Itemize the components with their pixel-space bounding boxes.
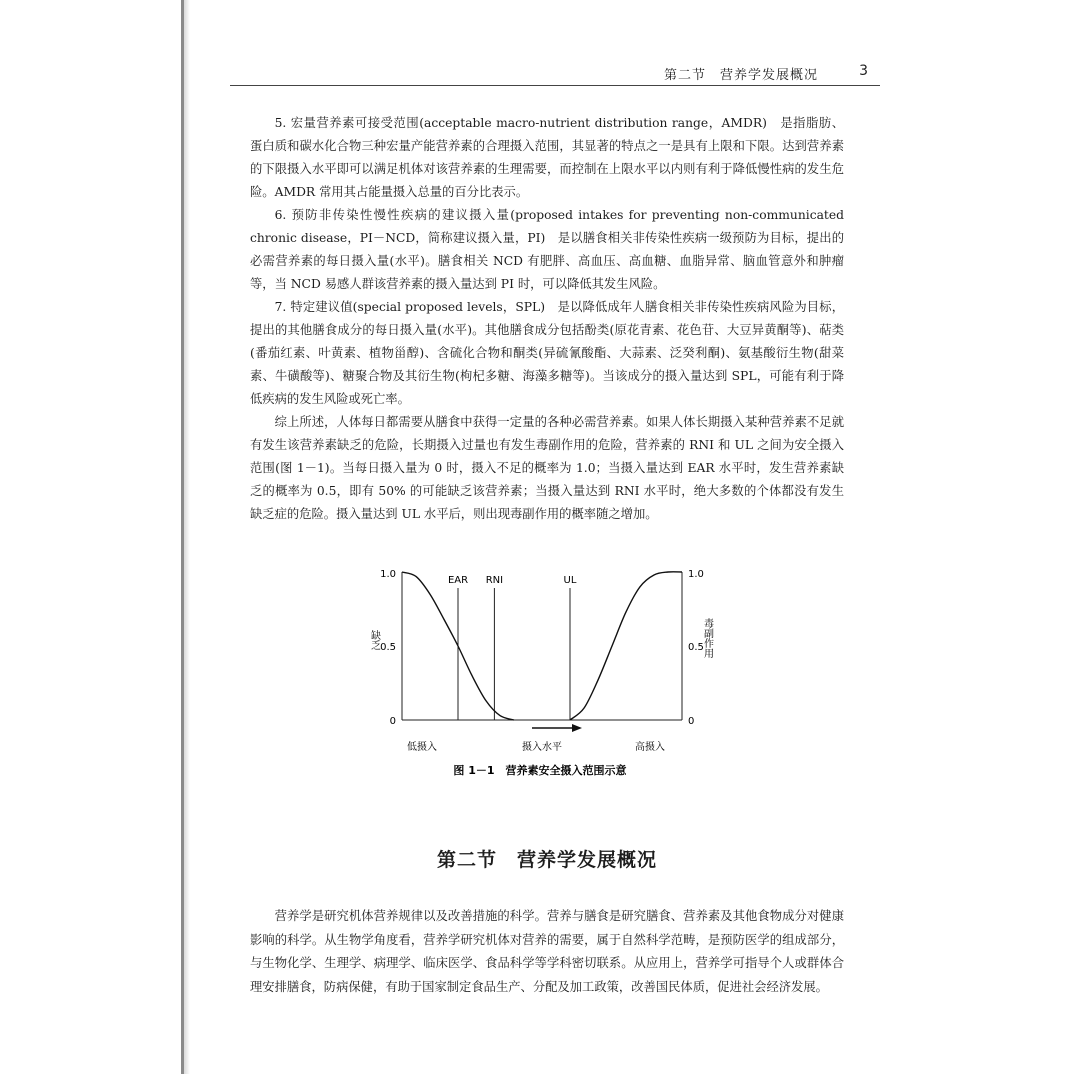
- paragraph-amdr: 5. 宏量营养素可接受范围(acceptable macro-nutrient distribution range，AMDR) 是指脂肪、蛋白质和碳水化合物三种宏量产能营养素的合理摄入范围，其显著的特点之一是具有上限和下限。达到营养素的下限摄入水平即可以满足机体对该营养素的生理需要，而控制在上限水平以内则有利于降低慢性病的发生危险。AMDR 常用其占能量摄入总量的百分比表示。: [250, 116, 844, 199]
- right-tick-0: 0: [688, 716, 695, 727]
- section-text: [250, 905, 844, 999]
- page-gutter-shadow: [184, 0, 190, 1074]
- figure-caption: 图 1－1 营养素安全摄入范围示意: [453, 764, 627, 777]
- paragraph-summary: 综上所述，人体每日都需要从膳食中获得一定量的各种必需营养素。如果人体长期摄入某种营养素不足就有发生该营养素缺乏的危险，长期摄入过量也有发生毒副作用的危险，营养素的 RNI 和 UL 之间为安全摄入范围(图 1－1)。当每日摄入量为 0 时，摄入不足的概率为 1.0；当摄入量达到 EAR 水平时，发生营养素缺乏的概率为 0.5，即有 50% 的可能缺乏该营养素；当摄入量达到 RNI 水平时，绝大多数的个体都没有发生缺乏症的危险。摄入量达到 UL 水平后，则出现毒副作用的概率随之增加。: [250, 415, 844, 521]
- body-text: [250, 112, 844, 526]
- header-title: 第二节 营养学发展概况: [663, 68, 818, 83]
- left-tick-0-5: 0.5: [380, 642, 396, 653]
- figure-safe-intake-range: [360, 560, 720, 820]
- section-paragraph: 营养学是研究机体营养规律以及改善措施的科学。营养与膳食是研究膳食、营养素及其他食物成分对健康影响的科学。从生物学角度看，营养学研究机体对营养的需要，属于自然科学范畴，是预防医学的组成部分，与生物化学、生理学、病理学、临床医学、食品科学等学科密切联系。从应用上，营养学可指导个人或群体合理安排膳食，防病保健，有助于国家制定食品生产、分配及加工政策，改善国民体质，促进社会经济发展。: [250, 909, 844, 994]
- left-tick-1: 1.0: [380, 569, 396, 580]
- right-axis-label: 毒副作用: [701, 618, 713, 658]
- reference-lines: [448, 575, 577, 720]
- chart-svg: [360, 560, 720, 820]
- running-header: [230, 62, 880, 86]
- right-tick-0-5: 0.5: [688, 642, 704, 653]
- left-tick-0: 0: [389, 716, 396, 727]
- left-axis-label: 缺乏: [368, 630, 380, 650]
- x-direction-arrow-head: [572, 724, 582, 732]
- toxicity-curve: [570, 572, 682, 720]
- ref-label-ear: EAR: [447, 575, 469, 586]
- ref-label-rni: RNI: [485, 575, 504, 586]
- section-title: 第二节 营养学发展概况: [436, 849, 657, 871]
- curves: [402, 572, 682, 720]
- x-label-low: 低摄入: [407, 742, 437, 753]
- header-rule: [230, 85, 880, 86]
- ref-label-ul: UL: [563, 575, 577, 586]
- x-label-middle: 摄入水平: [522, 742, 562, 753]
- page-number: 3: [859, 63, 868, 79]
- paragraph-pi-ncd: 6. 预防非传染性慢性疾病的建议摄入量(proposed intakes for preventing non-communicated chronic disease，PI－NCD，简称建议摄入量，PI) 是以膳食相关非传染性疾病一级预防为目标，提出的必需营养素的每日摄入量(水平)。膳食相关 NCD 有肥胖、高血压、高血糖、血脂异常、脑血管意外和肿瘤等，当 NCD 易感人群该营养素的摄入量达到 PI 时，可以降低其发生风险。: [250, 208, 844, 291]
- x-label-high: 高摄入: [635, 742, 665, 753]
- paragraph-spl: 7. 特定建议值(special proposed levels，SPL) 是以降低成年人膳食相关非传染性疾病风险为目标，提出的其他膳食成分的每日摄入量(水平)。其他膳食成分包括酚类(原花青素、花色苷、大豆异黄酮等)、萜类(番茄红素、叶黄素、植物甾醇)、含硫化合物和酮类(异硫氰酸酯、大蒜素、泛癸利酮)、氨基酸衍生物(甜菜素、牛磺酸等)、糖聚合物及其衍生物(枸杞多糖、海藻多糖等)。当该成分的摄入量达到 SPL，可能有利于降低疾病的发生风险或死亡率。: [250, 300, 844, 406]
- right-tick-1: 1.0: [688, 569, 704, 580]
